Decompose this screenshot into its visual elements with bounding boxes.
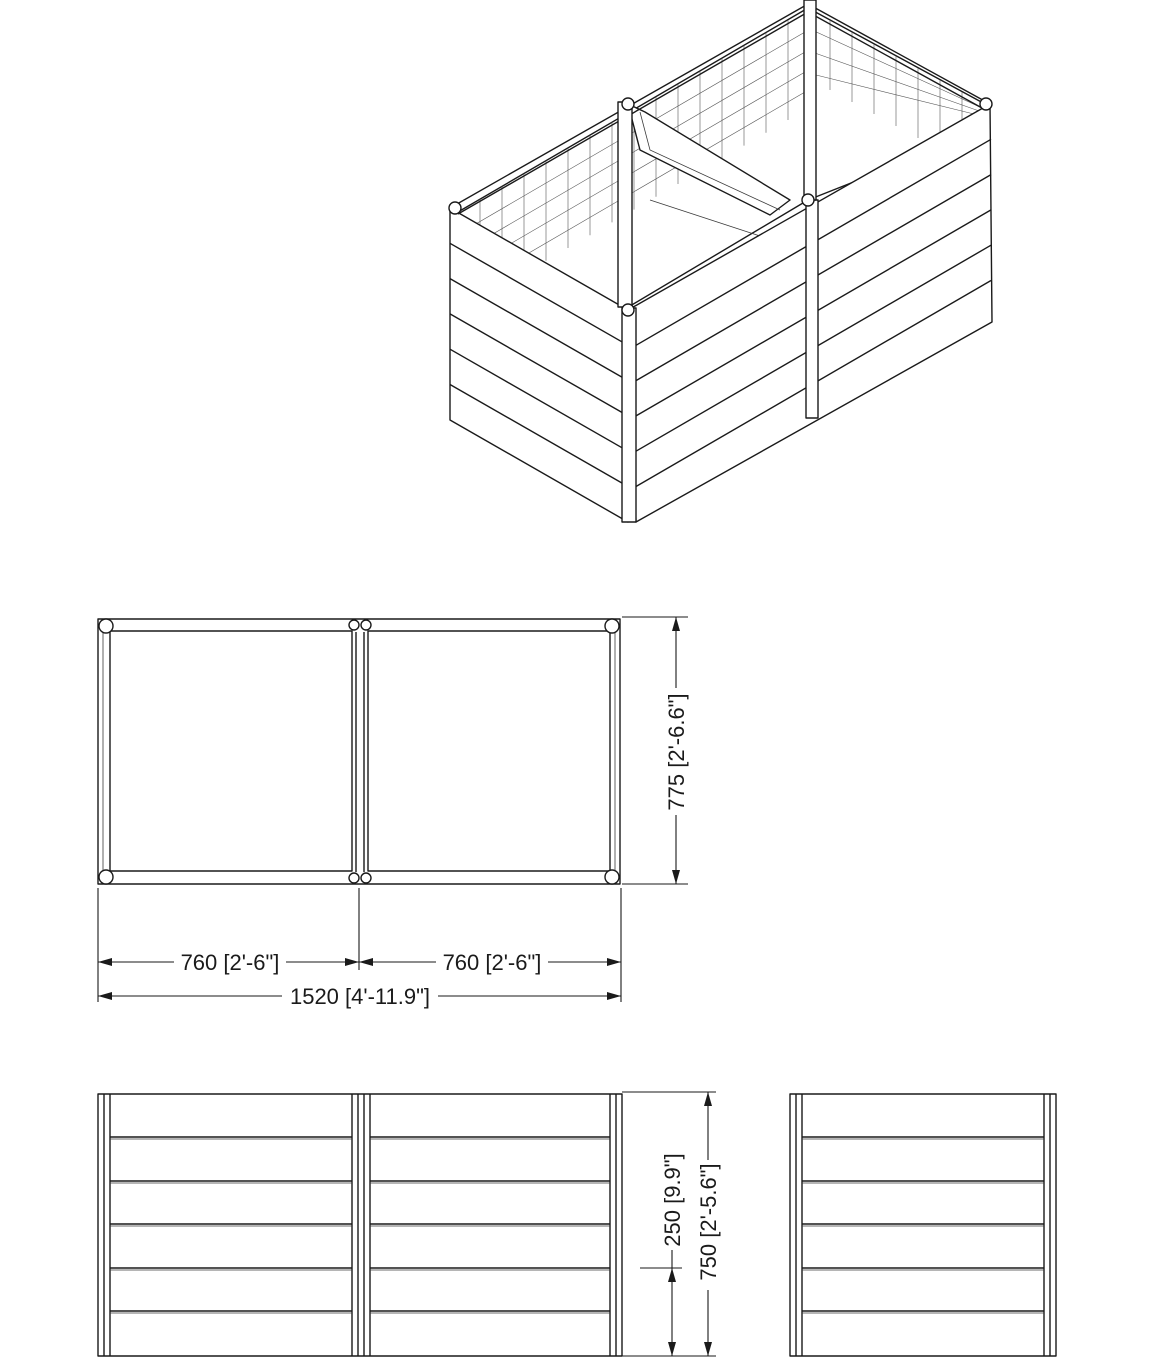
top-view [98,619,620,884]
total-height-label: 750 [2'-5.6"] [696,1163,721,1281]
depth-label: 775 [2'-6.6"] [664,693,689,811]
corner-cap-icon [605,619,619,633]
corner-cap-icon [605,870,619,884]
isometric-view [449,0,992,522]
iso-corner-cap [802,194,814,206]
iso-center-post [806,200,818,418]
width-left-label: 760 [2'-6"] [180,950,280,975]
corner-cap-icon [99,619,113,633]
joint-cap-icon [361,873,371,883]
iso-corner-cap [449,202,461,214]
iso-back-corner-post [804,0,816,200]
joint-cap-icon [349,873,359,883]
iso-corner-post [622,308,636,522]
iso-back-center-post [618,102,632,307]
corner-cap-icon [99,870,113,884]
total-length-label: 1520 [4'-11.9"] [289,984,431,1009]
tier-height-label: 250 [9.9"] [660,1153,685,1247]
joint-cap-icon [349,620,359,630]
front-view [98,1094,622,1356]
width-right-label: 760 [2'-6"] [442,950,542,975]
iso-corner-cap [622,304,634,316]
joint-cap-icon [361,620,371,630]
iso-corner-cap [622,98,634,110]
side-view [790,1094,1056,1356]
iso-corner-cap [980,98,992,110]
